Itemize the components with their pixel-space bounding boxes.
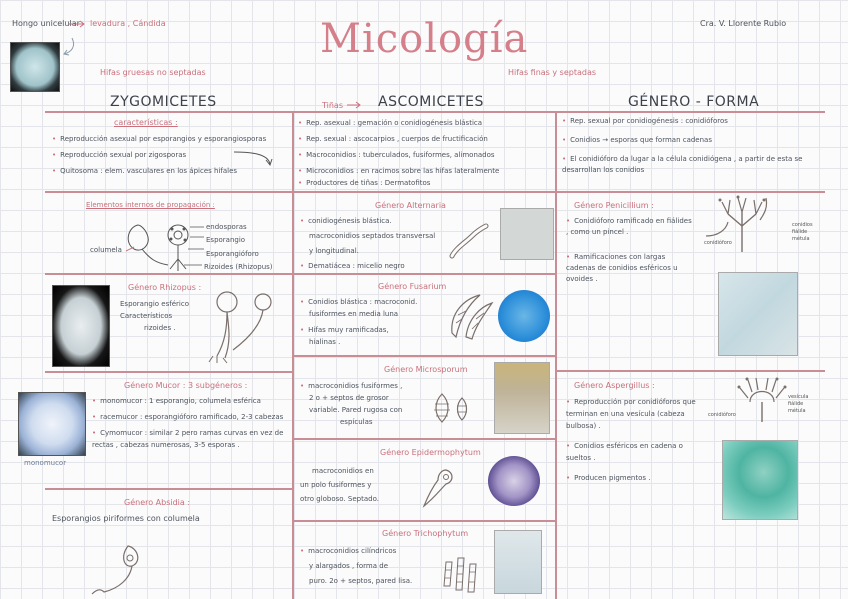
label-esporangioforo: Esporangióforo — [206, 250, 259, 258]
mucor-micrograph — [18, 392, 86, 456]
column-divider-2 — [555, 111, 557, 599]
label-rizoides: Rizoides (Rhizopus) — [204, 263, 273, 271]
list-item: • Conidios esféricos en cadena o sueltos . — [566, 442, 683, 462]
alternaria-text: • conidiogénesis blástica. macroconidios septados transversal y longitudinal. • Dematiácea : micelio negro — [300, 217, 436, 270]
monomucor-caption: monomucor — [24, 459, 67, 467]
epidermophytum-micrograph — [488, 456, 540, 506]
mucor-title: Género Mucor : 3 subgéneros : — [124, 381, 248, 390]
penicillium-label-conidioforo: conidióforo — [704, 240, 732, 246]
list-item: • Cymomucor : similar 2 pero ramas curvas en vez de rectas , cabezas numerosas, 3-5 esporas . — [92, 429, 284, 449]
aspergillus-label-conidioforo: conidióforo — [708, 412, 736, 418]
epidermophytum-title: Género Epidermophytum — [380, 448, 481, 457]
epidermophytum-text: macroconidios en un polo fusiformes y otro globoso. Septado. — [300, 467, 379, 503]
header-divider — [45, 111, 825, 113]
label-endosporas: endosporas — [206, 223, 247, 231]
list-item: • Microconidios : en racimos sobre las hifas lateralmente — [298, 167, 500, 175]
list-item: • Producen pigmentos . — [566, 474, 651, 482]
header-zygomicetes: ZYGOMICETES — [110, 94, 217, 110]
caract-title: características : — [114, 118, 178, 127]
fusarium-micrograph — [498, 290, 550, 342]
aspergillus-text — [566, 396, 700, 484]
list-item: • Rep. sexual por conidiogénesis : conidióforos — [562, 117, 728, 125]
row-divider — [45, 488, 292, 490]
trichophytum-drawing-icon — [440, 556, 480, 596]
rhizopus-text: Esporangio esférico Característicos rizoides . — [120, 300, 189, 332]
list-item: • Quitosoma : elem. vasculares en los ápices hifales — [52, 167, 238, 175]
aspergillus-micrograph — [722, 440, 798, 520]
genero-list — [562, 116, 820, 176]
row-divider — [292, 438, 555, 440]
microsporum-title: Género Microsporum — [384, 365, 468, 374]
absidia-text: Esporangios piriformes con columela — [52, 514, 200, 523]
label-esporangio: Esporangio — [206, 236, 246, 244]
list-item: • Ramificaciones con largas cadenas de conidios esféricos u ovoides . — [566, 253, 678, 283]
arrow-icon — [68, 20, 88, 28]
list-item: • monomucor : 1 esporangio, columela esférica — [92, 397, 261, 405]
penicillium-title: Género Penicillium : — [574, 201, 654, 210]
microsporum-drawing-icon — [430, 392, 474, 426]
absidia-title: Género Absidia : — [124, 498, 191, 507]
header-genero-forma: GÉNERO - FORMA — [628, 94, 760, 110]
note-left: Hifas gruesas no septadas — [100, 68, 206, 77]
arrow-icon — [346, 101, 364, 109]
trichophytum-micrograph — [494, 530, 542, 594]
penicillium-text — [566, 216, 692, 285]
row-divider — [292, 355, 555, 357]
alternaria-drawing-icon — [446, 222, 490, 262]
curved-arrow-icon — [232, 150, 274, 168]
trichophytum-title: Género Trichophytum — [382, 529, 469, 538]
absidia-drawing-icon — [90, 536, 160, 596]
row-divider — [45, 371, 292, 373]
rhizopus-drawing-icon — [205, 288, 275, 364]
label-columela: columela — [90, 246, 122, 254]
list-item: • Reproducción asexual por esporangios y esporangiosporas — [52, 135, 267, 143]
list-item: • Reproducción por conidióforos que terminan en una vesícula (cabeza bulbosa) . — [566, 398, 696, 430]
tinas-label: Tiñas — [322, 101, 344, 110]
list-item: • racemucor : esporangióforo ramificado, 2-3 cabezas — [92, 413, 284, 421]
aspergillus-labels: vesícula fiálide métula — [788, 394, 809, 414]
penicillium-micrograph — [718, 272, 798, 356]
fusarium-drawing-icon — [446, 293, 496, 341]
candida-micrograph — [10, 42, 60, 92]
row-divider — [292, 520, 555, 522]
row-divider — [45, 191, 825, 193]
list-item: • El conidióforo da lugar a la célula conidiógena , a partir de esta se desarrollan los conidios — [562, 155, 803, 174]
page-title: Micología — [320, 16, 529, 62]
microsporum-text: • macroconidios fusiformes , 2 o + septos de grosor variable. Pared rugosa con espículas — [300, 382, 403, 426]
alternaria-title: Género Alternaria — [375, 201, 446, 210]
author: Cra. V. Llorente Rubio — [700, 19, 787, 28]
note-right: Hifas finas y septadas — [508, 68, 597, 77]
fusarium-title: Género Fusarium — [378, 282, 447, 291]
top-left-note: Hongo unicelular — [12, 19, 80, 28]
asco-list — [298, 118, 552, 189]
epidermophytum-drawing-icon — [420, 466, 456, 510]
alternaria-micrograph — [500, 208, 554, 260]
rhizopus-micrograph — [52, 285, 110, 367]
rhizopus-title: Género Rhizopus : — [128, 283, 202, 292]
list-item: • Reproducción sexual por zigosporas — [52, 151, 187, 159]
list-item: • Macroconidios : tuberculados, fusiformes, alimonados — [298, 151, 495, 159]
trichophytum-text: • macroconidios cilíndricos y alargados , forma de puro. 2o + septos, pared lisa. — [300, 547, 413, 585]
fusarium-text: • Conidios blástica : macroconid. fusiformes en media luna • Hifas muy ramificadas, hialinas . — [300, 298, 418, 346]
penicillium-labels: conidios fiálide métula — [792, 222, 813, 242]
mucor-list — [92, 395, 290, 451]
top-left-arrow-text: levadura , Cándida — [90, 19, 166, 28]
curved-arrow-icon — [62, 36, 76, 58]
microsporum-micrograph — [494, 362, 550, 434]
row-divider — [555, 370, 825, 372]
list-item: • Conidióforo ramificado en fiálides , como un pincel . — [566, 217, 692, 236]
elementos-title: Elementos internos de propagación : — [86, 201, 215, 209]
list-item: • Conidios → esporas que forman cadenas — [562, 136, 712, 144]
list-item: • Rep. asexual : gemación o conidiogénesis blástica — [298, 119, 483, 127]
aspergillus-title: Género Aspergillus : — [574, 381, 655, 390]
list-item: • Productores de tiñas : Dermatofitos — [298, 179, 431, 187]
list-item: • Rep. sexual : ascocarpios , cuerpos de fructificación — [298, 135, 488, 143]
header-ascomicetes: ASCOMICETES — [378, 94, 484, 110]
